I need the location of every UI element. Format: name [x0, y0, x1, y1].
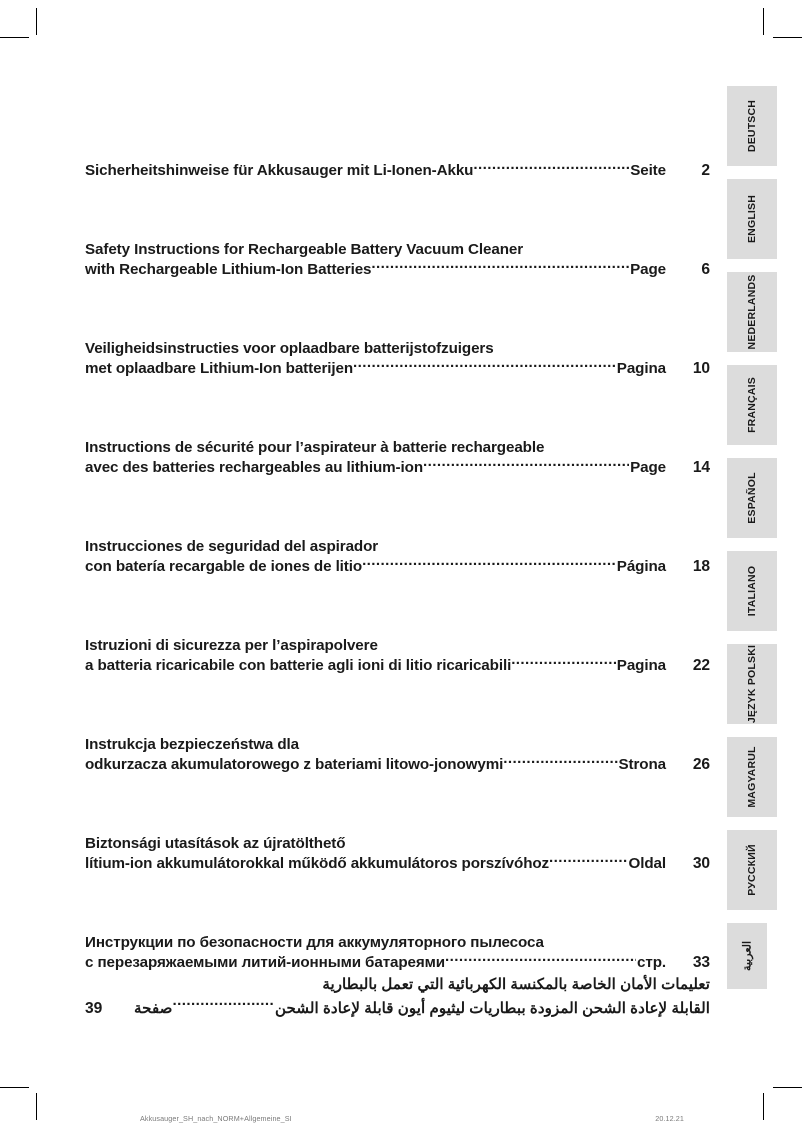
crop-mark-bottom-left-horizontal [0, 1087, 29, 1088]
toc-title-line2: odkurzacza akumulatorowego z bateriami litowo-jonowymi [85, 756, 504, 773]
toc-page-number: 39 [85, 1000, 103, 1017]
toc-title-line1: Инструкции по безопасности для аккумуляторного пылесоса [85, 934, 544, 951]
toc-entry-french[interactable] [85, 379, 710, 478]
toc-title-line2: with Rechargeable Lithium-Ion Batteries [85, 261, 372, 278]
toc-line-title [85, 973, 710, 997]
toc-page-number: 30 [692, 855, 710, 872]
language-tab-espanol[interactable] [727, 458, 777, 538]
toc-page-word: Page [630, 261, 666, 278]
dot-leader [511, 656, 616, 670]
toc-entry-polish[interactable] [85, 676, 710, 775]
crop-mark-top-right-vertical [763, 8, 764, 35]
toc-line-primary [85, 458, 710, 478]
dot-leader [549, 854, 627, 868]
crop-mark-bottom-right-vertical [763, 1093, 764, 1120]
toc-entry-dutch[interactable] [85, 280, 710, 379]
toc-entry-german[interactable] [85, 82, 710, 181]
language-tab-label: FRANÇAIS [746, 377, 758, 433]
language-tab-strip [727, 86, 779, 1002]
toc-title-line2: القابلة لإعادة الشحن المزودة ببطاريات ليثيوم أيون قابلة لإعادة الشحن [275, 1000, 710, 1017]
language-tab-label: ENGLISH [746, 194, 758, 244]
toc-line-primary [85, 953, 710, 973]
toc-page-number: 33 [692, 954, 710, 971]
crop-mark-top-right-horizontal [773, 37, 802, 38]
language-tab-label: NEDERLANDS [746, 274, 758, 350]
toc-page-number: 2 [701, 162, 710, 179]
toc-page-word: Strona [618, 756, 666, 773]
dot-leader [503, 755, 617, 769]
toc-entry-hungarian[interactable] [85, 775, 710, 874]
toc-title-line2: avec des batteries rechargeables au lithium-ion [85, 459, 423, 476]
toc-line-primary [85, 359, 710, 379]
language-tab-label: ITALIANO [746, 565, 758, 617]
dot-leader [362, 557, 616, 571]
toc-page-word: Oldal [628, 855, 666, 872]
toc-line-primary [85, 755, 710, 775]
toc-page-word: Seite [630, 162, 666, 179]
toc-page-word: صفحة [134, 1000, 173, 1017]
toc-page-number: 10 [692, 360, 710, 377]
language-tab-label: MAGYARUL [746, 746, 758, 808]
dot-leader [173, 999, 275, 1013]
language-tab-deutsch[interactable] [727, 86, 777, 166]
toc-entry-arabic[interactable] [85, 973, 710, 1021]
dot-leader [445, 953, 636, 967]
crop-mark-bottom-right-horizontal [773, 1087, 802, 1088]
toc-page-number: 18 [692, 558, 710, 575]
toc-page-word: Pagina [616, 657, 666, 674]
language-tab-russkiy[interactable] [727, 830, 777, 910]
toc-line-title [85, 537, 710, 557]
language-tab-nederlands[interactable] [727, 272, 777, 352]
toc-title-line1: Safety Instructions for Rechargeable Battery Vacuum Cleaner [85, 241, 524, 258]
toc-page-word: Pagina [616, 360, 666, 377]
toc-title-line2: с перезаряжаемыми литий-ионными батареями [85, 954, 446, 971]
crop-mark-bottom-left-vertical [36, 1093, 37, 1120]
language-tab-label: РУССКИЙ [746, 844, 758, 896]
toc-title-line1: Instrucciones de seguridad del aspirador [85, 538, 379, 555]
language-tab-label: ESPAÑOL [746, 472, 758, 524]
dot-leader [423, 458, 629, 472]
crop-mark-top-left-horizontal [0, 37, 29, 38]
toc-line-title [85, 240, 710, 260]
toc-title-line1: Instrukcja bezpieczeństwa dla [85, 736, 300, 753]
toc-page-number: 6 [701, 261, 710, 278]
toc-line-title [85, 438, 710, 458]
toc-title-line2: met oplaadbare Lithium-Ion batterijen [85, 360, 354, 377]
table-of-contents [85, 82, 710, 1021]
language-tab-francais[interactable] [727, 365, 777, 445]
language-tab-jezyk-polski[interactable] [727, 644, 777, 724]
toc-page-word: Página [616, 558, 666, 575]
toc-line-primary [85, 161, 710, 181]
language-tab-label: العربية [741, 940, 754, 972]
toc-entry-spanish[interactable] [85, 478, 710, 577]
toc-line-primary [85, 656, 710, 676]
toc-line-primary [85, 854, 710, 874]
toc-title-line1: Instructions de sécurité pour l’aspirateur à batterie rechargeable [85, 439, 545, 456]
toc-line-title [85, 933, 710, 953]
language-tab-arabic[interactable] [727, 923, 767, 989]
toc-title-line2: lítium-ion akkumulátorokkal működő akkumulátoros porszívóhoz [85, 855, 550, 872]
toc-line-primary [85, 997, 710, 1021]
language-tab-label: DEUTSCH [746, 99, 758, 153]
toc-page-word: стр. [637, 954, 666, 971]
toc-entry-russian[interactable] [85, 874, 710, 973]
dot-leader [353, 359, 616, 373]
crop-mark-top-left-vertical [36, 8, 37, 35]
toc-line-title [85, 636, 710, 656]
language-tab-label: JĘZYK POLSKI [746, 644, 758, 724]
toc-entry-italian[interactable] [85, 577, 710, 676]
toc-page-number: 26 [692, 756, 710, 773]
toc-title-line1: Istruzioni di sicurezza per l’aspirapolvere [85, 637, 378, 654]
toc-title-line1: Biztonsági utasítások az újratölthető [85, 835, 346, 852]
toc-title-line1: Veiligheidsinstructies voor oplaadbare batterijstofzuigers [85, 340, 494, 357]
toc-line-title [85, 834, 710, 854]
toc-title-line1: Sicherheitshinweise für Akkusauger mit Li-Ionen-Akku [85, 162, 474, 179]
toc-title-line2: con batería recargable de iones de litio [85, 558, 363, 575]
toc-line-title [85, 735, 710, 755]
toc-page-word: Page [630, 459, 666, 476]
toc-title-line2: a batteria ricaricabile con batterie agli ioni di litio ricaricabili [85, 657, 512, 674]
toc-page-number: 22 [692, 657, 710, 674]
toc-line-primary [85, 260, 710, 280]
page-footer [140, 1114, 684, 1123]
toc-line-primary [85, 557, 710, 577]
dot-leader [473, 161, 629, 175]
toc-entry-english[interactable] [85, 181, 710, 280]
language-tab-magyarul[interactable] [727, 737, 777, 817]
footer-filename: Akkusauger_SH_nach_NORM+Allgemeine_SI [140, 1114, 292, 1123]
footer-date: 20.12.21 [655, 1114, 684, 1123]
language-tab-english[interactable] [727, 179, 777, 259]
dot-leader [371, 260, 629, 274]
toc-line-title [85, 339, 710, 359]
language-tab-italiano[interactable] [727, 551, 777, 631]
toc-page-number: 14 [692, 459, 710, 476]
toc-title-line1: تعليمات الأمان الخاصة بالمكنسة الكهربائية التي تعمل بالبطارية [322, 976, 710, 993]
